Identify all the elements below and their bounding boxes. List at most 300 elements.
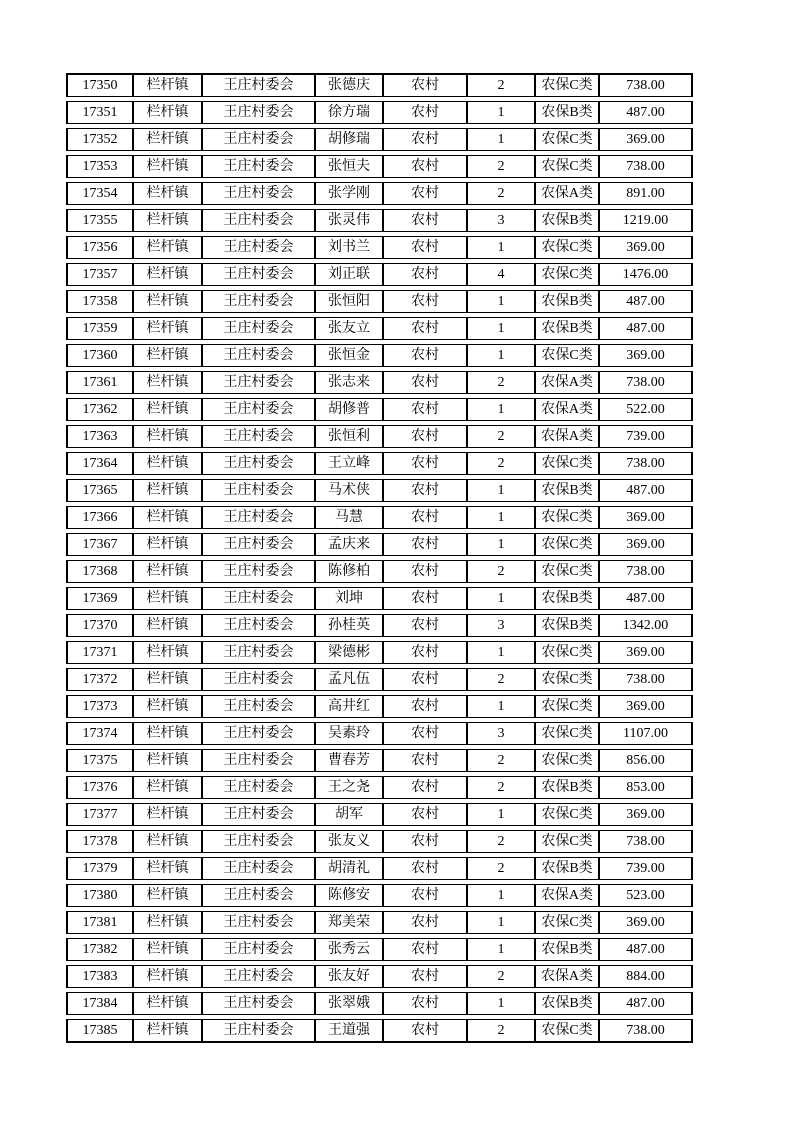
cell-village-committee: 王庄村委会: [202, 884, 315, 907]
cell-person-name: 胡军: [315, 803, 383, 826]
cell-residence-type: 农村: [383, 128, 467, 151]
table-row: [66, 938, 693, 961]
cell-serial-number: 17383: [66, 965, 133, 988]
cell-residence-type: 农村: [383, 452, 467, 475]
cell-amount: 487.00: [599, 290, 693, 313]
cell-serial-number: 17351: [66, 101, 133, 124]
cell-village-committee: 王庄村委会: [202, 263, 315, 286]
cell-serial-number: 17365: [66, 479, 133, 502]
cell-residence-type: 农村: [383, 614, 467, 637]
cell-insurance-category: 农保C类: [535, 911, 599, 934]
cell-serial-number: 17373: [66, 695, 133, 718]
cell-insurance-category: 农保C类: [535, 155, 599, 178]
cell-amount: 738.00: [599, 155, 693, 178]
cell-serial-number: 17379: [66, 857, 133, 880]
cell-person-name: 张翠娥: [315, 992, 383, 1015]
cell-town: 栏杆镇: [133, 182, 202, 205]
cell-town: 栏杆镇: [133, 911, 202, 934]
cell-village-committee: 王庄村委会: [202, 911, 315, 934]
cell-village-committee: 王庄村委会: [202, 1019, 315, 1043]
table-row: [66, 128, 693, 151]
cell-serial-number: 17372: [66, 668, 133, 691]
cell-village-committee: 王庄村委会: [202, 73, 315, 97]
cell-town: 栏杆镇: [133, 695, 202, 718]
cell-residence-type: 农村: [383, 317, 467, 340]
cell-person-name: 马术侠: [315, 479, 383, 502]
cell-town: 栏杆镇: [133, 263, 202, 286]
cell-village-committee: 王庄村委会: [202, 290, 315, 313]
table-row: [66, 776, 693, 799]
cell-insurance-category: 农保C类: [535, 803, 599, 826]
cell-amount: 1219.00: [599, 209, 693, 232]
cell-serial-number: 17356: [66, 236, 133, 259]
cell-person-count: 1: [467, 479, 535, 502]
cell-amount: 738.00: [599, 560, 693, 583]
cell-town: 栏杆镇: [133, 425, 202, 448]
cell-amount: 738.00: [599, 452, 693, 475]
cell-person-name: 徐方瑞: [315, 101, 383, 124]
cell-village-committee: 王庄村委会: [202, 803, 315, 826]
cell-person-name: 张恒利: [315, 425, 383, 448]
cell-insurance-category: 农保C类: [535, 236, 599, 259]
cell-person-name: 张友义: [315, 830, 383, 853]
cell-person-count: 1: [467, 884, 535, 907]
cell-person-name: 张秀云: [315, 938, 383, 961]
cell-amount: 369.00: [599, 236, 693, 259]
cell-village-committee: 王庄村委会: [202, 344, 315, 367]
cell-serial-number: 17368: [66, 560, 133, 583]
cell-town: 栏杆镇: [133, 533, 202, 556]
table-row: [66, 668, 693, 691]
cell-person-name: 王之尧: [315, 776, 383, 799]
cell-town: 栏杆镇: [133, 992, 202, 1015]
cell-serial-number: 17385: [66, 1019, 133, 1043]
cell-insurance-category: 农保C类: [535, 533, 599, 556]
cell-amount: 738.00: [599, 73, 693, 97]
cell-insurance-category: 农保B类: [535, 290, 599, 313]
cell-village-committee: 王庄村委会: [202, 668, 315, 691]
cell-residence-type: 农村: [383, 641, 467, 664]
cell-insurance-category: 农保A类: [535, 965, 599, 988]
table-row: [66, 803, 693, 826]
cell-residence-type: 农村: [383, 911, 467, 934]
cell-person-count: 3: [467, 722, 535, 745]
cell-residence-type: 农村: [383, 533, 467, 556]
cell-insurance-category: 农保B类: [535, 776, 599, 799]
cell-amount: 369.00: [599, 533, 693, 556]
table-row: [66, 290, 693, 313]
cell-village-committee: 王庄村委会: [202, 722, 315, 745]
cell-amount: 523.00: [599, 884, 693, 907]
table-row: [66, 236, 693, 259]
cell-residence-type: 农村: [383, 668, 467, 691]
cell-serial-number: 17370: [66, 614, 133, 637]
cell-insurance-category: 农保C类: [535, 452, 599, 475]
cell-person-count: 2: [467, 857, 535, 880]
cell-residence-type: 农村: [383, 695, 467, 718]
cell-person-count: 2: [467, 73, 535, 97]
cell-amount: 369.00: [599, 695, 693, 718]
cell-person-name: 张德庆: [315, 73, 383, 97]
cell-residence-type: 农村: [383, 587, 467, 610]
cell-insurance-category: 农保B类: [535, 209, 599, 232]
cell-person-name: 孙桂英: [315, 614, 383, 637]
cell-person-count: 2: [467, 1019, 535, 1043]
cell-village-committee: 王庄村委会: [202, 317, 315, 340]
table-row: [66, 371, 693, 394]
cell-amount: 487.00: [599, 992, 693, 1015]
cell-person-name: 高井红: [315, 695, 383, 718]
cell-serial-number: 17357: [66, 263, 133, 286]
cell-residence-type: 农村: [383, 182, 467, 205]
cell-town: 栏杆镇: [133, 587, 202, 610]
cell-insurance-category: 农保C类: [535, 344, 599, 367]
cell-town: 栏杆镇: [133, 398, 202, 421]
cell-insurance-category: 农保C类: [535, 830, 599, 853]
cell-insurance-category: 农保A类: [535, 182, 599, 205]
cell-person-count: 2: [467, 155, 535, 178]
cell-residence-type: 农村: [383, 73, 467, 97]
cell-amount: 1107.00: [599, 722, 693, 745]
cell-residence-type: 农村: [383, 1019, 467, 1043]
cell-amount: 369.00: [599, 128, 693, 151]
cell-village-committee: 王庄村委会: [202, 371, 315, 394]
cell-person-count: 1: [467, 533, 535, 556]
cell-person-count: 2: [467, 425, 535, 448]
cell-residence-type: 农村: [383, 776, 467, 799]
cell-person-name: 王立峰: [315, 452, 383, 475]
cell-village-committee: 王庄村委会: [202, 938, 315, 961]
cell-insurance-category: 农保C类: [535, 560, 599, 583]
cell-town: 栏杆镇: [133, 479, 202, 502]
cell-amount: 891.00: [599, 182, 693, 205]
cell-residence-type: 农村: [383, 722, 467, 745]
cell-person-count: 2: [467, 749, 535, 772]
cell-town: 栏杆镇: [133, 803, 202, 826]
cell-person-count: 2: [467, 560, 535, 583]
cell-person-name: 王道强: [315, 1019, 383, 1043]
cell-town: 栏杆镇: [133, 884, 202, 907]
cell-person-name: 张友好: [315, 965, 383, 988]
cell-serial-number: 17378: [66, 830, 133, 853]
cell-town: 栏杆镇: [133, 776, 202, 799]
cell-person-name: 胡修瑞: [315, 128, 383, 151]
cell-amount: 369.00: [599, 911, 693, 934]
cell-serial-number: 17352: [66, 128, 133, 151]
cell-amount: 487.00: [599, 938, 693, 961]
cell-serial-number: 17360: [66, 344, 133, 367]
cell-person-count: 1: [467, 587, 535, 610]
cell-village-committee: 王庄村委会: [202, 614, 315, 637]
cell-person-name: 张恒夫: [315, 155, 383, 178]
table-row: [66, 263, 693, 286]
cell-town: 栏杆镇: [133, 506, 202, 529]
cell-person-name: 刘坤: [315, 587, 383, 610]
cell-serial-number: 17369: [66, 587, 133, 610]
cell-person-name: 刘正联: [315, 263, 383, 286]
cell-serial-number: 17359: [66, 317, 133, 340]
cell-amount: 369.00: [599, 641, 693, 664]
table-row: [66, 317, 693, 340]
cell-village-committee: 王庄村委会: [202, 533, 315, 556]
cell-person-name: 吴素玲: [315, 722, 383, 745]
cell-residence-type: 农村: [383, 371, 467, 394]
cell-amount: 739.00: [599, 857, 693, 880]
cell-person-count: 1: [467, 641, 535, 664]
cell-village-committee: 王庄村委会: [202, 479, 315, 502]
cell-person-count: 1: [467, 695, 535, 718]
cell-amount: 856.00: [599, 749, 693, 772]
cell-town: 栏杆镇: [133, 965, 202, 988]
cell-serial-number: 17350: [66, 73, 133, 97]
cell-residence-type: 农村: [383, 884, 467, 907]
cell-village-committee: 王庄村委会: [202, 182, 315, 205]
cell-serial-number: 17376: [66, 776, 133, 799]
cell-person-name: 胡清礼: [315, 857, 383, 880]
cell-person-count: 2: [467, 452, 535, 475]
cell-amount: 738.00: [599, 1019, 693, 1043]
cell-residence-type: 农村: [383, 425, 467, 448]
cell-village-committee: 王庄村委会: [202, 641, 315, 664]
cell-amount: 487.00: [599, 101, 693, 124]
cell-residence-type: 农村: [383, 344, 467, 367]
cell-insurance-category: 农保C类: [535, 73, 599, 97]
cell-residence-type: 农村: [383, 830, 467, 853]
cell-village-committee: 王庄村委会: [202, 425, 315, 448]
cell-town: 栏杆镇: [133, 668, 202, 691]
cell-person-count: 1: [467, 344, 535, 367]
cell-insurance-category: 农保B类: [535, 857, 599, 880]
cell-village-committee: 王庄村委会: [202, 155, 315, 178]
cell-residence-type: 农村: [383, 803, 467, 826]
table-row: [66, 695, 693, 718]
cell-town: 栏杆镇: [133, 830, 202, 853]
cell-person-count: 2: [467, 830, 535, 853]
cell-person-count: 1: [467, 506, 535, 529]
cell-person-name: 张友立: [315, 317, 383, 340]
table-row: [66, 830, 693, 853]
cell-person-name: 马慧: [315, 506, 383, 529]
cell-residence-type: 农村: [383, 857, 467, 880]
cell-town: 栏杆镇: [133, 155, 202, 178]
cell-town: 栏杆镇: [133, 1019, 202, 1043]
cell-village-committee: 王庄村委会: [202, 776, 315, 799]
cell-residence-type: 农村: [383, 506, 467, 529]
cell-amount: 369.00: [599, 344, 693, 367]
cell-town: 栏杆镇: [133, 209, 202, 232]
cell-town: 栏杆镇: [133, 857, 202, 880]
cell-serial-number: 17382: [66, 938, 133, 961]
cell-town: 栏杆镇: [133, 128, 202, 151]
cell-residence-type: 农村: [383, 101, 467, 124]
cell-serial-number: 17381: [66, 911, 133, 934]
cell-town: 栏杆镇: [133, 560, 202, 583]
cell-residence-type: 农村: [383, 290, 467, 313]
cell-serial-number: 17377: [66, 803, 133, 826]
cell-residence-type: 农村: [383, 992, 467, 1015]
cell-serial-number: 17355: [66, 209, 133, 232]
data-table: [66, 69, 693, 1047]
cell-village-committee: 王庄村委会: [202, 128, 315, 151]
cell-person-name: 孟凡伍: [315, 668, 383, 691]
cell-person-count: 2: [467, 182, 535, 205]
table-row: [66, 560, 693, 583]
table-row: [66, 1019, 693, 1043]
cell-village-committee: 王庄村委会: [202, 209, 315, 232]
cell-person-count: 4: [467, 263, 535, 286]
cell-person-count: 2: [467, 776, 535, 799]
cell-person-count: 1: [467, 911, 535, 934]
cell-person-count: 2: [467, 668, 535, 691]
cell-serial-number: 17380: [66, 884, 133, 907]
cell-person-count: 1: [467, 290, 535, 313]
cell-insurance-category: 农保B类: [535, 587, 599, 610]
cell-residence-type: 农村: [383, 479, 467, 502]
cell-amount: 369.00: [599, 506, 693, 529]
cell-insurance-category: 农保B类: [535, 992, 599, 1015]
cell-insurance-category: 农保C类: [535, 722, 599, 745]
cell-person-name: 刘书兰: [315, 236, 383, 259]
cell-person-name: 梁德彬: [315, 641, 383, 664]
cell-insurance-category: 农保B类: [535, 101, 599, 124]
cell-village-committee: 王庄村委会: [202, 452, 315, 475]
cell-insurance-category: 农保C类: [535, 695, 599, 718]
cell-insurance-category: 农保B类: [535, 938, 599, 961]
cell-village-committee: 王庄村委会: [202, 236, 315, 259]
cell-insurance-category: 农保C类: [535, 128, 599, 151]
table-row: [66, 965, 693, 988]
cell-person-count: 3: [467, 209, 535, 232]
cell-village-committee: 王庄村委会: [202, 560, 315, 583]
cell-village-committee: 王庄村委会: [202, 695, 315, 718]
table-body: [66, 73, 693, 1043]
cell-village-committee: 王庄村委会: [202, 587, 315, 610]
cell-person-count: 2: [467, 965, 535, 988]
cell-village-committee: 王庄村委会: [202, 101, 315, 124]
cell-insurance-category: 农保B类: [535, 479, 599, 502]
cell-amount: 487.00: [599, 479, 693, 502]
cell-person-count: 1: [467, 938, 535, 961]
cell-insurance-category: 农保C类: [535, 641, 599, 664]
cell-residence-type: 农村: [383, 938, 467, 961]
table-row: [66, 452, 693, 475]
cell-insurance-category: 农保A类: [535, 425, 599, 448]
table-row: [66, 506, 693, 529]
cell-village-committee: 王庄村委会: [202, 830, 315, 853]
cell-town: 栏杆镇: [133, 938, 202, 961]
cell-town: 栏杆镇: [133, 722, 202, 745]
cell-person-name: 孟庆来: [315, 533, 383, 556]
cell-serial-number: 17354: [66, 182, 133, 205]
table-row: [66, 182, 693, 205]
cell-person-name: 张志来: [315, 371, 383, 394]
cell-insurance-category: 农保C类: [535, 263, 599, 286]
table-row: [66, 533, 693, 556]
cell-town: 栏杆镇: [133, 614, 202, 637]
cell-person-name: 张灵伟: [315, 209, 383, 232]
table-row: [66, 587, 693, 610]
cell-person-count: 1: [467, 992, 535, 1015]
cell-person-count: 1: [467, 101, 535, 124]
table-row: [66, 344, 693, 367]
cell-serial-number: 17384: [66, 992, 133, 1015]
table-row: [66, 911, 693, 934]
cell-village-committee: 王庄村委会: [202, 749, 315, 772]
cell-serial-number: 17367: [66, 533, 133, 556]
cell-town: 栏杆镇: [133, 641, 202, 664]
cell-residence-type: 农村: [383, 209, 467, 232]
cell-serial-number: 17364: [66, 452, 133, 475]
cell-insurance-category: 农保A类: [535, 398, 599, 421]
cell-person-name: 陈修柏: [315, 560, 383, 583]
cell-residence-type: 农村: [383, 749, 467, 772]
cell-person-count: 3: [467, 614, 535, 637]
cell-amount: 369.00: [599, 803, 693, 826]
cell-town: 栏杆镇: [133, 371, 202, 394]
table-row: [66, 614, 693, 637]
cell-residence-type: 农村: [383, 560, 467, 583]
table-row: [66, 992, 693, 1015]
cell-amount: 738.00: [599, 830, 693, 853]
cell-insurance-category: 农保A类: [535, 884, 599, 907]
table-row: [66, 857, 693, 880]
table-row: [66, 749, 693, 772]
cell-serial-number: 17366: [66, 506, 133, 529]
cell-person-name: 张恒金: [315, 344, 383, 367]
cell-person-name: 胡修普: [315, 398, 383, 421]
cell-serial-number: 17353: [66, 155, 133, 178]
cell-insurance-category: 农保C类: [535, 749, 599, 772]
cell-amount: 884.00: [599, 965, 693, 988]
table-row: [66, 155, 693, 178]
cell-insurance-category: 农保C类: [535, 1019, 599, 1043]
cell-amount: 739.00: [599, 425, 693, 448]
cell-town: 栏杆镇: [133, 749, 202, 772]
cell-person-count: 1: [467, 803, 535, 826]
table-row: [66, 425, 693, 448]
cell-insurance-category: 农保C类: [535, 506, 599, 529]
table-row: [66, 722, 693, 745]
cell-residence-type: 农村: [383, 263, 467, 286]
cell-person-count: 2: [467, 371, 535, 394]
cell-amount: 487.00: [599, 317, 693, 340]
table-row: [66, 73, 693, 97]
cell-amount: 522.00: [599, 398, 693, 421]
cell-insurance-category: 农保A类: [535, 371, 599, 394]
cell-insurance-category: 农保B类: [535, 317, 599, 340]
table-row: [66, 884, 693, 907]
cell-amount: 487.00: [599, 587, 693, 610]
cell-village-committee: 王庄村委会: [202, 857, 315, 880]
cell-amount: 853.00: [599, 776, 693, 799]
table-row: [66, 479, 693, 502]
cell-serial-number: 17361: [66, 371, 133, 394]
table-row: [66, 398, 693, 421]
cell-village-committee: 王庄村委会: [202, 992, 315, 1015]
cell-village-committee: 王庄村委会: [202, 506, 315, 529]
cell-person-name: 张学刚: [315, 182, 383, 205]
cell-residence-type: 农村: [383, 236, 467, 259]
cell-person-count: 1: [467, 236, 535, 259]
cell-residence-type: 农村: [383, 398, 467, 421]
cell-town: 栏杆镇: [133, 73, 202, 97]
table-row: [66, 101, 693, 124]
cell-amount: 1476.00: [599, 263, 693, 286]
cell-town: 栏杆镇: [133, 317, 202, 340]
cell-insurance-category: 农保B类: [535, 614, 599, 637]
cell-village-committee: 王庄村委会: [202, 398, 315, 421]
cell-amount: 1342.00: [599, 614, 693, 637]
